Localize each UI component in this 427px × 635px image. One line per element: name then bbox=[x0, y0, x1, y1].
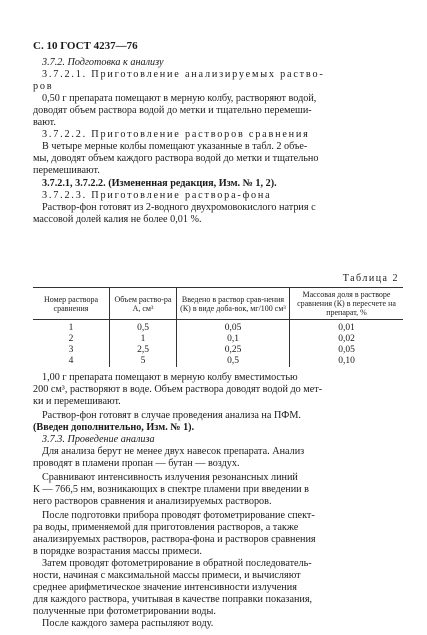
table-cell: 0,1 bbox=[177, 334, 290, 345]
paragraph-line: проводят в пламени пропан — бутан — воздух. bbox=[33, 458, 240, 469]
table-cell: 0,05 bbox=[177, 320, 290, 335]
table-header-cell: Введено в раствор срав-нения (К) в виде доба-вок, мг/100 см³ bbox=[177, 288, 290, 320]
section-heading bbox=[42, 434, 403, 446]
paragraph-line: него растворов сравнения и анализируемых растворов. bbox=[33, 496, 272, 507]
table-cell: 0,5 bbox=[177, 356, 290, 368]
paragraph-line: 0,50 г препарата помещают в мерную колбу, растворяют водой, bbox=[42, 93, 317, 104]
paragraph-line: ра воды, применяемой для приготовления растворов, а также bbox=[33, 522, 299, 533]
paragraph-line: После каждого замера распыляют воду. bbox=[42, 618, 214, 629]
section-heading-text: 3.7.2. Подготовка к анализу bbox=[42, 57, 164, 68]
table-cell: 5 bbox=[110, 356, 177, 368]
paragraph-line: 1,00 г препарата помещают в мерную колбу вместимостью bbox=[42, 372, 298, 383]
paragraph-line: Раствор-фон готовят в случае проведения анализа на ПФМ. bbox=[42, 410, 301, 421]
table-cell: 0,02 bbox=[290, 334, 404, 345]
table-row bbox=[33, 320, 403, 335]
paragraph-line: ки и перемешивают. bbox=[33, 396, 121, 407]
amendment-note: (Введен дополнительно, Изм. № 1). bbox=[33, 422, 195, 433]
paragraph-line: для каждого раствора, учитывая в качестве поправки показания, bbox=[33, 594, 313, 605]
amendment-ref: 3.7.2.1, 3.7.2.2. bbox=[42, 178, 106, 189]
section-heading-text: 3.7.3. Проведение анализа bbox=[42, 434, 155, 445]
table-cell: 2,5 bbox=[110, 345, 177, 356]
table-cell: 4 bbox=[33, 356, 110, 368]
table-header-row bbox=[33, 288, 403, 320]
paragraph-line: Раствор-фон готовят из 2-водного двухромовокислого натрия с bbox=[42, 202, 316, 213]
paragraph-line: мы, доводят объем каждого раствора водой до метки и тщательно bbox=[33, 153, 319, 164]
section-heading bbox=[42, 57, 403, 69]
paragraph-line: После подготовки прибора проводят фотометрирование спект- bbox=[42, 510, 315, 521]
subsection-heading: 3.7.2.3. Приготовление раствора-фона bbox=[42, 190, 272, 201]
paragraph-line: среднее арифметическое значение интенсивности излучения bbox=[33, 582, 297, 593]
paragraph-line: перемешивают. bbox=[33, 165, 100, 176]
paragraph-line: В четыре мерные колбы помещают указанные в табл. 2 объе- bbox=[42, 141, 308, 152]
table-header-cell: Массовая доля в растворе сравнения (К) в пересчете на препарат, % bbox=[290, 288, 404, 320]
paragraph-line: Сравнивают интенсивность излучения резонансных линий bbox=[42, 472, 298, 483]
paragraph-line: доводят объем раствора водой до метки и тщательно перемеши- bbox=[33, 105, 312, 116]
paragraph-line: Затем проводят фотометрирование в обратной последователь- bbox=[42, 558, 312, 569]
amendment-note bbox=[42, 178, 403, 190]
paragraph-line: ности, начиная с максимальной массы примеси, и вычисляют bbox=[33, 570, 301, 581]
table-cell: 3 bbox=[68, 345, 74, 355]
table-row bbox=[33, 334, 403, 345]
paragraph-line: анализируемых растворов, раствора-фона и растворов сравнения bbox=[33, 534, 316, 545]
table-row bbox=[33, 356, 403, 368]
table-cell: 0,5 bbox=[110, 320, 177, 335]
paragraph-line: в порядке возрастания массы примеси. bbox=[33, 546, 202, 557]
paragraph-line: массовой долей калия не более 0,01 %. bbox=[33, 214, 202, 225]
table-cell: 0,01 bbox=[290, 320, 404, 335]
paragraph-line: Для анализа берут не менее двух навесок препарата. Анализ bbox=[42, 446, 305, 457]
table-cell: 0,05 bbox=[290, 345, 404, 356]
paragraph-line: полученные при фотометрировании воды. bbox=[33, 606, 216, 617]
table-caption: Таблица 2 bbox=[342, 273, 399, 284]
table-cell: 0,25 bbox=[177, 345, 290, 356]
table-header-cell: Объем раство-ра А, см³ bbox=[110, 288, 177, 320]
subsection-heading-cont: ров bbox=[33, 81, 54, 92]
subsection-heading: 3.7.2.2. Приготовление растворов сравнения bbox=[42, 129, 310, 140]
paragraph-line: вают. bbox=[33, 117, 56, 128]
page-header: С. 10 ГОСТ 4237—76 bbox=[33, 40, 138, 52]
amendment-text: (Измененная редакция, Изм. № 1, 2). bbox=[108, 178, 277, 189]
subsection-heading: 3.7.2.1. Приготовление анализируемых раство- bbox=[42, 69, 325, 80]
table-row bbox=[33, 345, 403, 356]
table-cell: 0,10 bbox=[290, 356, 404, 368]
reference-solutions-table bbox=[33, 287, 403, 368]
table-header-cell: Номер раствора сравнения bbox=[33, 288, 110, 320]
table-cell: 1 bbox=[110, 334, 177, 345]
table-cell: 1 bbox=[68, 323, 74, 333]
paragraph-line: 200 см³, растворяют в воде. Объем раствора доводят водой до мет- bbox=[33, 384, 323, 395]
table-cell: 2 bbox=[68, 334, 74, 344]
paragraph-line: К — 766,5 нм, возникающих в спектре пламени при введении в bbox=[33, 484, 309, 495]
